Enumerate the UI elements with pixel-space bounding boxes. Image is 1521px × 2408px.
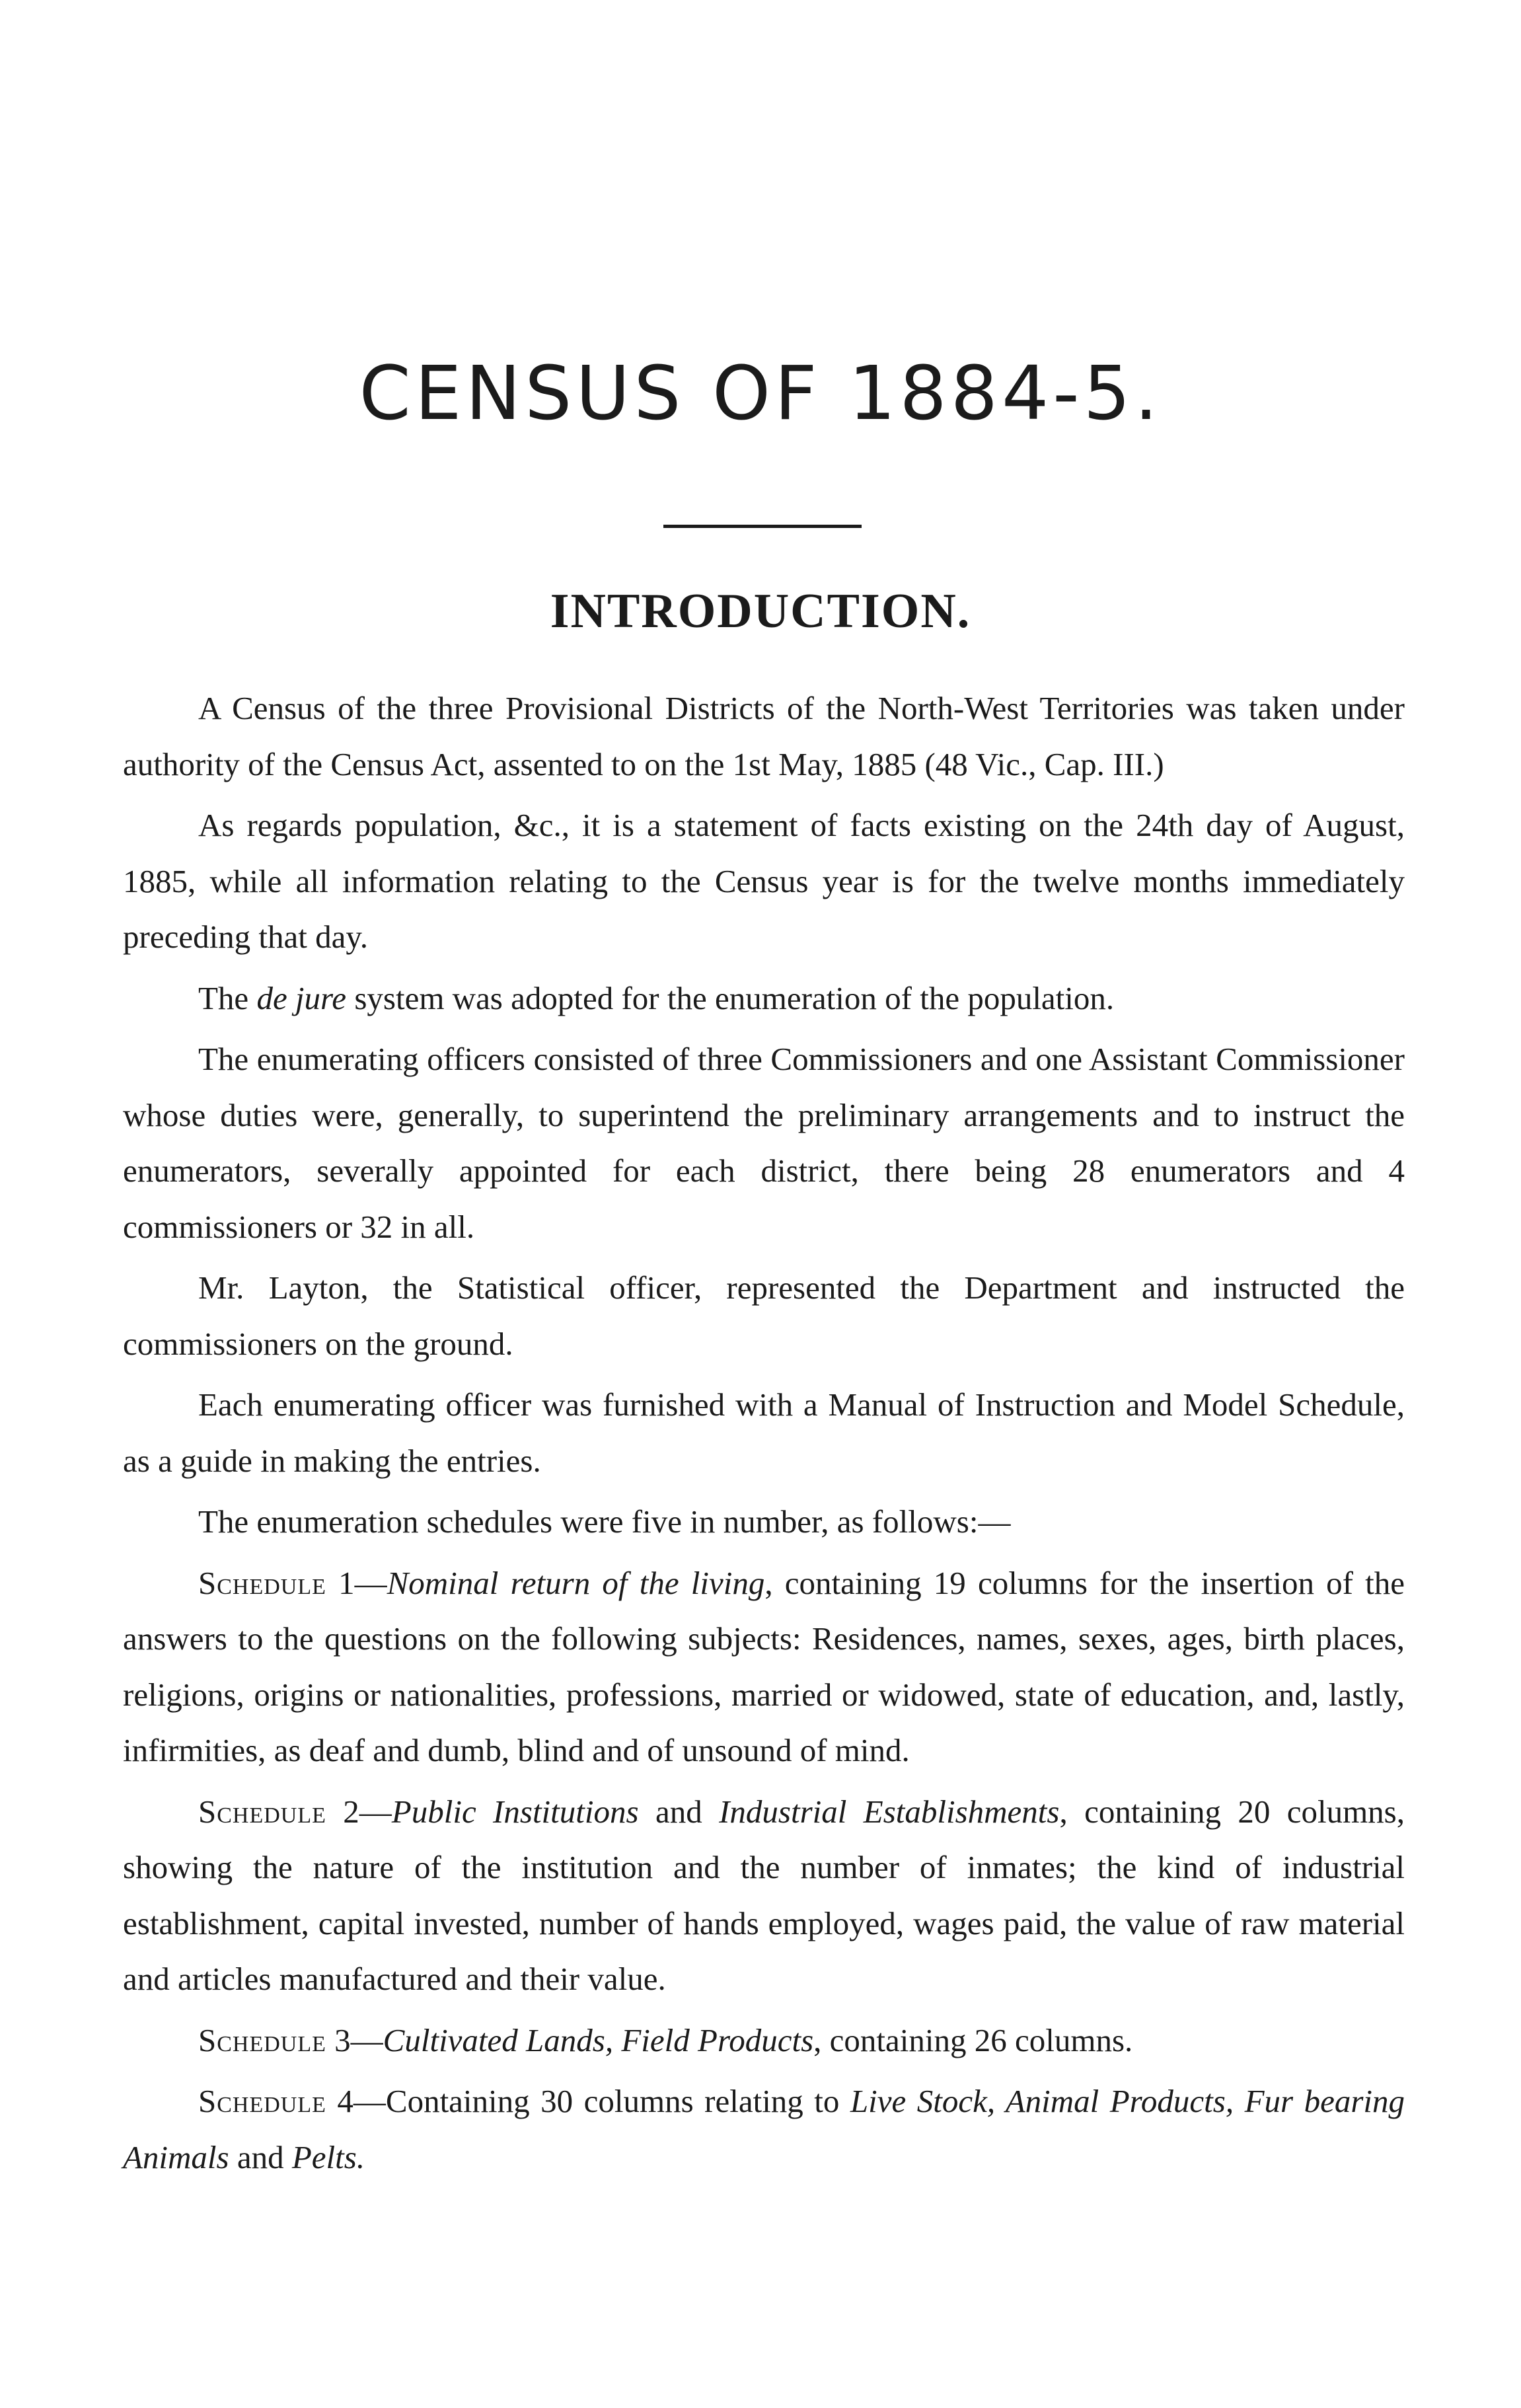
paragraph <box>123 681 1405 792</box>
paragraph-text: , containing 19 columns for the insertion of the answers to the questions on the following subjects: Residences, names, sexes, ages, birth places, religions, origins or nationalities, professions, married or widowed, state of education, and, lastly, infirmities, as deaf and dumb, blind and of unsound of mind. <box>123 1564 1405 1768</box>
paragraph-text: 2— <box>326 1793 392 1830</box>
schedule-label: Schedule <box>198 1564 326 1601</box>
paragraph <box>123 1032 1405 1255</box>
paragraph-text: The enumeration schedules were five in number, as follows:— <box>198 1503 1011 1540</box>
paragraph <box>123 1556 1405 1779</box>
italic-text: Industrial Establishments <box>719 1793 1060 1830</box>
italic-text: Live Stock, Animal Products, Fur bearing Animals <box>123 2083 1405 2175</box>
paragraph <box>123 1784 1405 2008</box>
italic-text: Public Institutions <box>391 1793 639 1830</box>
italic-text: Pelts. <box>291 2138 365 2175</box>
introduction-body <box>123 681 1405 2191</box>
paragraph <box>123 2013 1405 2069</box>
paragraph-text: and <box>229 2138 292 2175</box>
paragraph-text: The enumerating officers consisted of three Commissioners and one Assistant Commissioner whose duties were, generally, to superintend the preliminary arrangements and to instruct the enumerators, severally appointed for each district, there being 28 enumerators and 4 commissioners or 32 in all. <box>123 1041 1405 1245</box>
paragraph <box>123 2074 1405 2185</box>
paragraph <box>123 1260 1405 1372</box>
paragraph-text: 4—Containing 30 columns relating to <box>326 2083 850 2119</box>
paragraph-text: system was adopted for the enumeration of the population. <box>346 979 1115 1016</box>
paragraph-text: Mr. Layton, the Statistical officer, represented the Department and instructed the commissioners on the ground. <box>123 1269 1405 1362</box>
paragraph-text: , containing 26 columns. <box>813 2021 1133 2058</box>
section-heading: INTRODUCTION. <box>550 584 971 638</box>
paragraph-text: The <box>198 979 257 1016</box>
paragraph <box>123 971 1405 1027</box>
paragraph-text: , containing 20 columns, showing the nature of the institution and the number of inmates; the kind of industrial establishment, capital invested, number of hands employed, wages paid, the value of raw material and articles manufactured and their value. <box>123 1793 1405 1997</box>
paragraph <box>123 798 1405 965</box>
italic-text: Cultivated Lands, Field Products <box>383 2021 814 2058</box>
paragraph-text: and <box>638 1793 720 1830</box>
schedule-label: Schedule <box>198 2083 326 2119</box>
paragraph <box>123 1377 1405 1489</box>
italic-text: Nominal return of the living <box>387 1564 765 1601</box>
schedule-label: Schedule <box>198 2021 326 2058</box>
title-divider <box>663 525 862 528</box>
paragraph-text: As regards population, &c., it is a statement of facts existing on the 24th day of August, 1885, while all information relating to the Census year is for the twelve months immediately preceding that day. <box>123 807 1405 955</box>
schedule-label: Schedule <box>198 1793 326 1830</box>
paragraph-text: 3— <box>326 2021 383 2058</box>
paragraph-text: A Census of the three Provisional Districts of the North-West Territories was taken under authority of the Census Act, assented to on the 1st May, 1885 (48 Vic., Cap. III.) <box>123 690 1405 782</box>
paragraph <box>123 1494 1405 1550</box>
paragraph-text: Each enumerating officer was furnished with a Manual of Instruction and Model Schedule, as a guide in making the entries. <box>123 1386 1405 1479</box>
paragraph-text: 1— <box>326 1564 387 1601</box>
page-title: CENSUS OF 1884-5. <box>359 351 1162 437</box>
italic-text: de jure <box>256 979 347 1016</box>
